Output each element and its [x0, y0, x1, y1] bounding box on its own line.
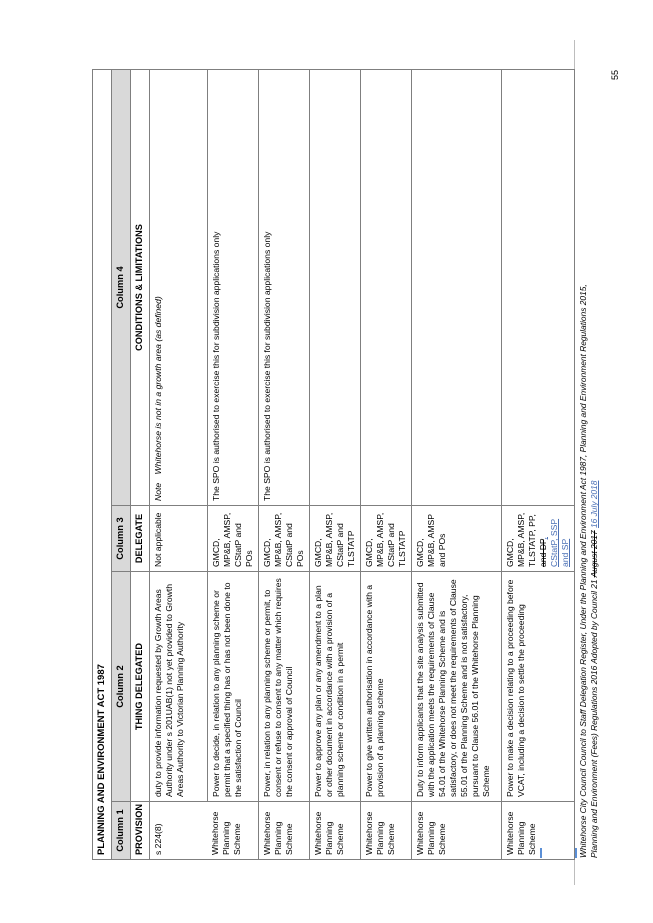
delegate-cell: GMCD, MP&B, AMSP and POs [411, 506, 501, 572]
delegation-table-container [92, 70, 572, 860]
delegation-table [92, 69, 575, 860]
header-conditions: CONDITIONS & LIMITATIONS [131, 69, 150, 505]
provision-cell: s 224(8) [149, 802, 207, 860]
table-row [360, 69, 411, 859]
footer-new-date: 16 July 2018 [589, 480, 600, 529]
page-number: 55 [610, 69, 620, 80]
header-delegate: DELEGATE [131, 506, 150, 572]
conditions-cell: The SPO is authorised to exercise this for subdivision applications only [258, 69, 309, 505]
column-header-row [131, 69, 150, 859]
provision-cell: Whitehorse Planning Scheme [258, 802, 309, 860]
provision-cell: Whitehorse Planning Scheme [501, 802, 574, 860]
conditions-cell [360, 69, 411, 505]
delegate-text: GMCD, MP&B, AMSP, TLSTATP, PP, [504, 512, 537, 567]
act-title-row [93, 69, 112, 859]
delegate-cell: GMCD, MP&B, AMSP, CStatP and TLSTATP [309, 506, 360, 572]
delegate-cell: GMCD, MP&B, AMSP, CStatP and POs [258, 506, 309, 572]
page-footer [578, 58, 608, 858]
conditions-cell [309, 69, 360, 505]
conditions-cell [149, 69, 207, 505]
column-3-label: Column 3 [112, 506, 131, 572]
delegate-cell: GMCD, MP&B, AMSP, CStatP and POs [207, 506, 258, 572]
revision-marker [575, 848, 577, 858]
delegate-cell: GMCD, MP&B, AMSP, CStatP and TLSTATP [360, 506, 411, 572]
table-row [149, 69, 207, 859]
header-thing-delegated: THING DELEGATED [131, 572, 150, 802]
thing-delegated-cell: Duty to inform applicants that the site analysis submitted with the application meets the requirements of Clause 54.01 of the Whitehorse Planning Scheme and is satisfactory, or does not meet the requirements of Clause 55.01 of the Planning Scheme and is not satisfactory, pursuant to Clause 56.01 of the Whitehorse Planning Scheme [411, 572, 501, 802]
thing-delegated-cell: Power, in relation to any planning scheme or permit, to consent or refuse to consent to any matter which requires the consent or approval of Council [258, 572, 309, 802]
table-row [309, 69, 360, 859]
thing-delegated-cell: Power to decide, in relation to any planning scheme or permit that a specified thing has or has not been done to the satisfaction of Council [207, 572, 258, 802]
table-row [258, 69, 309, 859]
footer-deleted-date: August 2017 [589, 530, 600, 578]
provision-cell: Whitehorse Planning Scheme [309, 802, 360, 860]
thing-delegated-cell: Power to approve any plan or any amendment to a plan or other document in accordance with a provision of a planning scheme or condition in a permit [309, 572, 360, 802]
provision-cell: Whitehorse Planning Scheme [411, 802, 501, 860]
delegate-inserted-text: , CStatP, SSP and SP [537, 518, 570, 567]
header-provision: PROVISION [131, 802, 150, 860]
delegate-deleted-text: and DP [537, 539, 548, 567]
thing-delegated-cell: Power to make a decision relating to a proceeding before VCAT, including a decision to settle the proceeding [501, 572, 574, 802]
footer-adopted-text: Planning and Environment (Fees) Regulations 2016 Adopted by Council 21 [589, 579, 600, 858]
column-1-label: Column 1 [112, 802, 131, 860]
thing-delegated-cell: Power to give written authorisation in accordance with a provision of a planning scheme [360, 572, 411, 802]
table-row [501, 69, 574, 859]
column-number-row [112, 69, 131, 859]
conditions-cell [411, 69, 501, 505]
provision-cell: Whitehorse Planning Scheme [207, 802, 258, 860]
conditions-cell [501, 69, 574, 505]
thing-delegated-cell: duty to provide information requested by Growth Areas Authority under s 201UAB(1) not yet provided to Growth Areas Authority to Victorian Planning Authority [149, 572, 207, 802]
footer-line-2 [589, 58, 600, 858]
table-row [411, 69, 501, 859]
column-2-label: Column 2 [112, 572, 131, 802]
note-text: Whitehorse is not in a growth area (as defined) [152, 296, 163, 475]
footer-line-1: Whitehorse City Council Council to Staff Delegation Register, Under the Planning and Environment Act 1987, Planning and Environment Regulations 2015, [578, 284, 588, 858]
note-label: Note [152, 482, 163, 501]
delegate-cell: Not applicable [149, 506, 207, 572]
table-row [207, 69, 258, 859]
delegate-cell [501, 506, 574, 572]
provision-cell: Whitehorse Planning Scheme [360, 802, 411, 860]
conditions-cell: The SPO is authorised to exercise this for subdivision applications only [207, 69, 258, 505]
act-title: PLANNING AND ENVIRONMENT ACT 1987 [93, 69, 112, 859]
column-4-label: Column 4 [112, 69, 131, 505]
